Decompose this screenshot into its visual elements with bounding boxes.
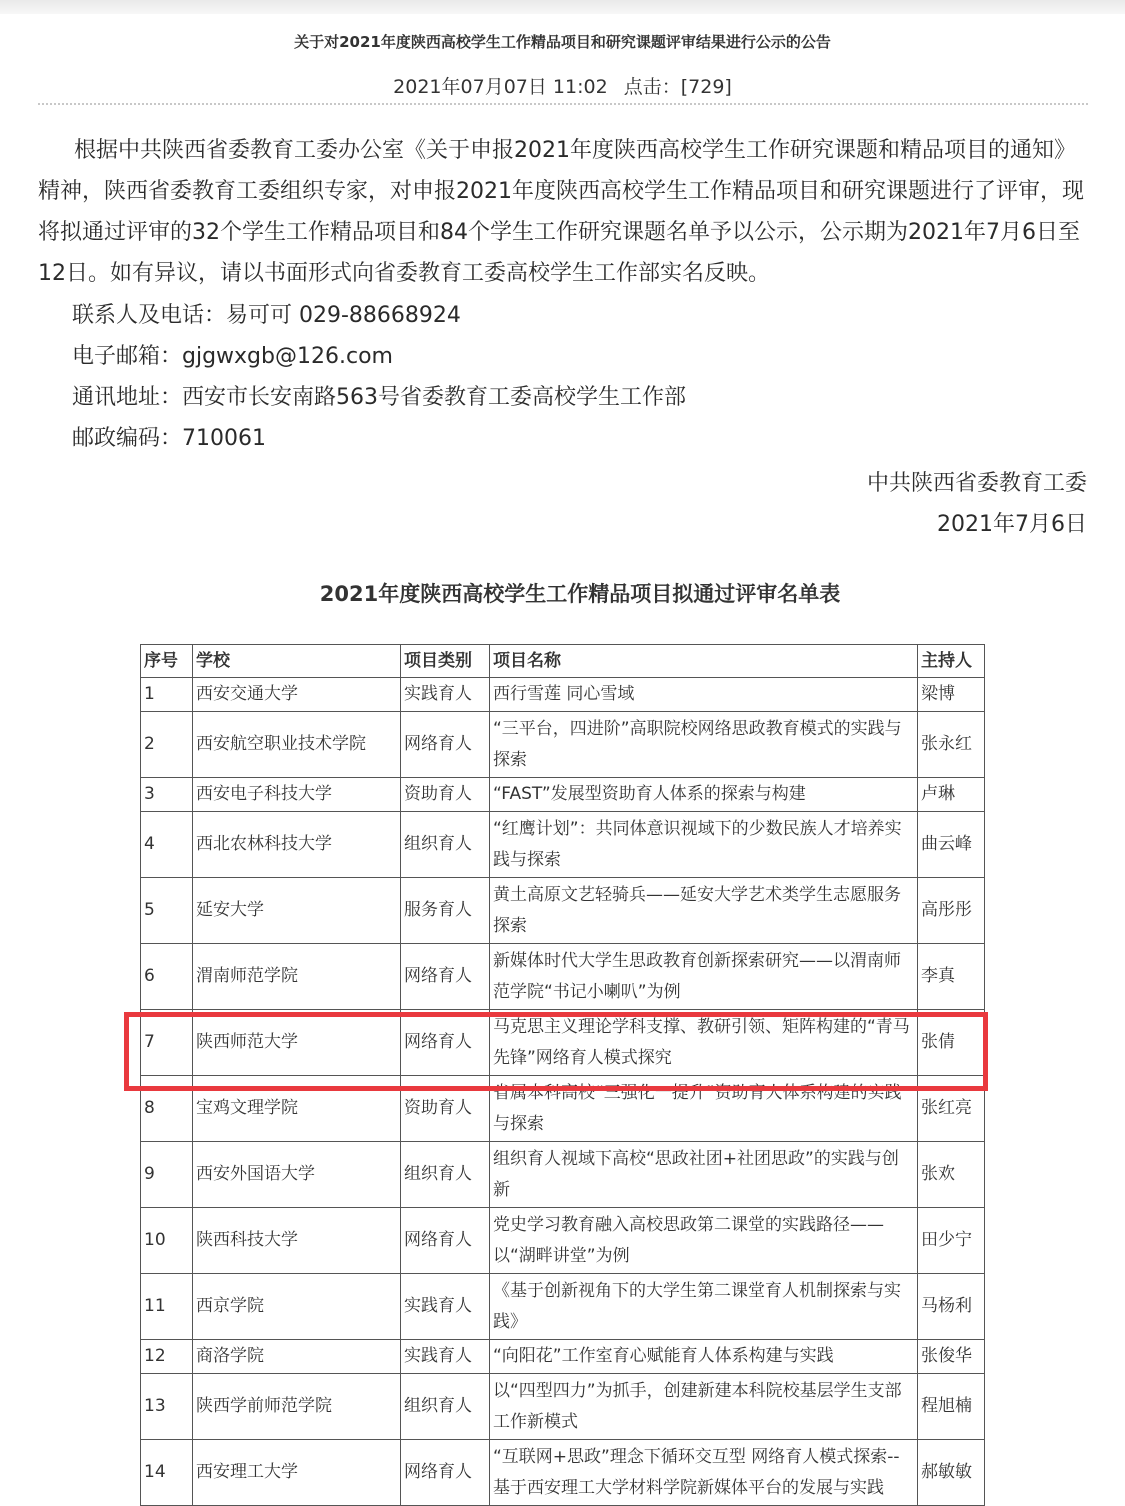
cell-school: 陕西科技大学	[193, 1208, 401, 1274]
cell-category: 网络育人	[401, 1440, 490, 1506]
cell-category: 网络育人	[401, 944, 490, 1010]
table-row	[141, 944, 985, 1010]
cell-school: 延安大学	[193, 878, 401, 944]
cell-category: 网络育人	[401, 1010, 490, 1076]
cell-index: 12	[141, 1340, 193, 1374]
cell-index: 14	[141, 1440, 193, 1506]
click-count: 点击：[729]	[623, 76, 732, 98]
announcement-paragraph: 根据中共陕西省委教育工委办公室《关于申报2021年度陕西高校学生工作研究课题和精品项目的通知》精神，陕西省委教育工委组织专家，对申报2021年度陕西高校学生工作精品项目和研究课题进行了评审，现将拟通过评审的32个学生工作精品项目和84个学生工作研究课题名单予以公示，公示期为2021年7月6日至12日。如有异议，请以书面形式向省委教育工委高校学生工作部实名反映。	[38, 138, 1084, 286]
cell-school: 西京学院	[193, 1274, 401, 1340]
cell-school: 渭南师范学院	[193, 944, 401, 1010]
cell-project: “互联网+思政”理念下循环交互型 网络育人模式探索--基于西安理工大学材料学院新媒体平台的发展与实践	[490, 1440, 918, 1506]
cell-index: 11	[141, 1274, 193, 1340]
cell-project: 以“四型四力”为抓手，创建新建本科院校基层学生支部工作新模式	[490, 1374, 918, 1440]
publish-date: 2021年07月07日 11:02	[393, 76, 608, 98]
cell-project: 党史学习教育融入高校思政第二课堂的实践路径——以“湖畔讲堂”为例	[490, 1208, 918, 1274]
contact-email: 电子邮箱：gjgwxgb@126.com	[72, 344, 393, 369]
cell-category: 组织育人	[401, 1374, 490, 1440]
cell-host: 张欢	[918, 1142, 985, 1208]
cell-project: 组织育人视域下高校“思政社团+社团思政”的实践与创新	[490, 1142, 918, 1208]
table-row	[141, 712, 985, 778]
signature-date: 2021年7月6日	[937, 512, 1087, 537]
table-row	[141, 878, 985, 944]
cell-index: 7	[141, 1010, 193, 1076]
header-host: 主持人	[918, 645, 985, 678]
cell-index: 10	[141, 1208, 193, 1274]
cell-project: 《基于创新视角下的大学生第二课堂育人机制探索与实践》	[490, 1274, 918, 1340]
cell-category: 实践育人	[401, 678, 490, 712]
table-row	[141, 1142, 985, 1208]
contact-postcode: 邮政编码：710061	[72, 426, 266, 451]
cell-category: 网络育人	[401, 1208, 490, 1274]
browser-top-bar	[0, 0, 1125, 14]
cell-host: 高彤彤	[918, 878, 985, 944]
cell-host: 李真	[918, 944, 985, 1010]
cell-school: 西安外国语大学	[193, 1142, 401, 1208]
project-table	[140, 644, 985, 1506]
cell-school: 西北农林科技大学	[193, 812, 401, 878]
cell-school: 陕西师范大学	[193, 1010, 401, 1076]
cell-host: 程旭楠	[918, 1374, 985, 1440]
table-row	[141, 812, 985, 878]
cell-school: 西安电子科技大学	[193, 778, 401, 812]
article-meta	[0, 72, 1125, 99]
cell-host: 张倩	[918, 1010, 985, 1076]
cell-project: “FAST”发展型资助育人体系的探索与构建	[490, 778, 918, 812]
cell-host: 马杨利	[918, 1274, 985, 1340]
cell-project: “红鹰计划”：共同体意识视域下的少数民族人才培养实践与探索	[490, 812, 918, 878]
table-row-highlighted	[141, 1010, 985, 1076]
cell-project: 省属本科高校“三强化一提升”资助育人体系构建的实践与探索	[490, 1076, 918, 1142]
cell-index: 4	[141, 812, 193, 878]
cell-project: 马克思主义理论学科支撑、教研引领、矩阵构建的“青马先锋”网络育人模式探究	[490, 1010, 918, 1076]
header-index: 序号	[141, 645, 193, 678]
signature-org: 中共陕西省委教育工委	[866, 471, 1087, 496]
cell-index: 9	[141, 1142, 193, 1208]
cell-school: 宝鸡文理学院	[193, 1076, 401, 1142]
dotted-divider	[38, 103, 1088, 105]
cell-host: 田少宁	[918, 1208, 985, 1274]
table-row	[141, 678, 985, 712]
cell-category: 资助育人	[401, 1076, 490, 1142]
cell-category: 实践育人	[401, 1340, 490, 1374]
cell-school: 西安交通大学	[193, 678, 401, 712]
cell-school: 商洛学院	[193, 1340, 401, 1374]
header-school: 学校	[193, 645, 401, 678]
cell-host: 卢琳	[918, 778, 985, 812]
cell-category: 组织育人	[401, 1142, 490, 1208]
table-row	[141, 778, 985, 812]
cell-project: “向阳花”工作室育心赋能育人体系构建与实践	[490, 1340, 918, 1374]
table-row	[141, 1076, 985, 1142]
cell-project: 黄土高原文艺轻骑兵——延安大学艺术类学生志愿服务探索	[490, 878, 918, 944]
cell-index: 3	[141, 778, 193, 812]
table-row	[141, 1274, 985, 1340]
cell-category: 网络育人	[401, 712, 490, 778]
cell-host: 张红亮	[918, 1076, 985, 1142]
contact-address: 通讯地址：西安市长安南路563号省委教育工委高校学生工作部	[72, 385, 686, 410]
cell-project: 西行雪莲 同心雪域	[490, 678, 918, 712]
cell-index: 2	[141, 712, 193, 778]
cell-index: 8	[141, 1076, 193, 1142]
cell-school: 陕西学前师范学院	[193, 1374, 401, 1440]
cell-category: 资助育人	[401, 778, 490, 812]
cell-index: 1	[141, 678, 193, 712]
table-row	[141, 1208, 985, 1274]
cell-index: 13	[141, 1374, 193, 1440]
article-title: 关于对2021年度陕西高校学生工作精品项目和研究课题评审结果进行公示的公告	[294, 33, 831, 51]
cell-category: 服务育人	[401, 878, 490, 944]
contact-person: 联系人及电话：易可可 029-88668924	[72, 303, 461, 328]
cell-project: 新媒体时代大学生思政教育创新探索研究——以渭南师范学院“书记小喇叭”为例	[490, 944, 918, 1010]
table-row	[141, 1374, 985, 1440]
cell-host: 张俊华	[918, 1340, 985, 1374]
table-title: 2021年度陕西高校学生工作精品项目拟通过评审名单表	[319, 582, 841, 606]
cell-category: 组织育人	[401, 812, 490, 878]
cell-index: 5	[141, 878, 193, 944]
cell-host: 曲云峰	[918, 812, 985, 878]
cell-category: 实践育人	[401, 1274, 490, 1340]
table-header-row	[141, 645, 985, 678]
cell-index: 6	[141, 944, 193, 1010]
cell-project: “三平台，四进阶”高职院校网络思政教育模式的实践与探索	[490, 712, 918, 778]
header-project: 项目名称	[490, 645, 918, 678]
table-row	[141, 1340, 985, 1374]
table-row	[141, 1440, 985, 1506]
cell-host: 郝敏敏	[918, 1440, 985, 1506]
cell-host: 张永红	[918, 712, 985, 778]
cell-school: 西安理工大学	[193, 1440, 401, 1506]
cell-host: 梁博	[918, 678, 985, 712]
cell-school: 西安航空职业技术学院	[193, 712, 401, 778]
header-category: 项目类别	[401, 645, 490, 678]
